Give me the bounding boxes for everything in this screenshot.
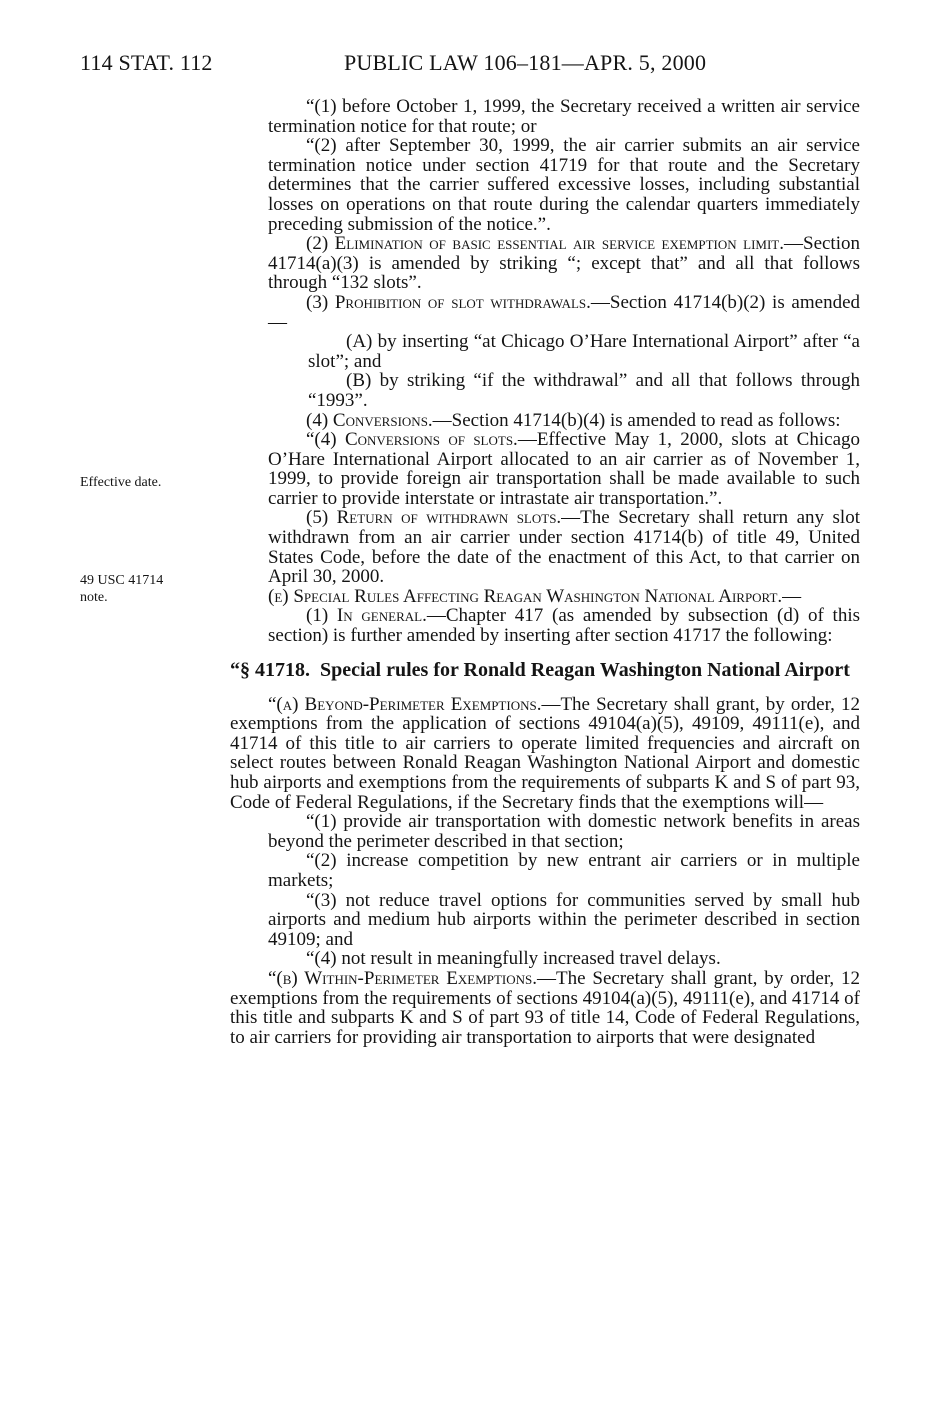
paragraph <box>230 606 860 645</box>
paragraph-heading: (e) Special Rules Affecting Reagan Washington National Airport. <box>268 585 783 607</box>
paragraph-heading: “(4) Conversions of slots. <box>306 429 518 451</box>
paragraph-text: —The Secretary shall grant, by order, 12 exemptions from the requirements of sections 49104(a)(5), 49111(e), and 41714 of this title and subparts K and S of part 93 of title 14, Code of Federal Regulations, to air carriers for providing air transportation to airports that were designated <box>230 967 860 1048</box>
page-reference: 114 STAT. 112 <box>80 50 213 75</box>
paragraph <box>230 430 860 508</box>
section-heading <box>230 660 860 681</box>
paragraph <box>230 234 860 293</box>
paragraph-text: —The Secretary shall grant, by order, 12 exemptions from the application of sections 49104(a)(5), 49109, 49111(e), and 41714 of this title to air carriers to operate limited frequencies and aircraft on select routes between Ronald Reagan Washington National Airport and domestic hub airports and exemptions from the requirements of subparts K and S of part 93, Code of Federal Regulations, if the Secretary finds that the exemptions will— <box>230 693 860 813</box>
paragraph-heading: “(a) Beyond-Perimeter Exemptions. <box>268 693 542 715</box>
paragraph-heading: “(b) Within-Perimeter Exemptions. <box>268 967 538 989</box>
paragraph: (A) by inserting “at Chicago O’Hare International Airport” after “a slot”; and <box>308 331 860 372</box>
paragraph-text: — <box>782 585 802 607</box>
paragraph <box>230 969 860 1047</box>
margin-note-usc-line1: 49 USC 41714 <box>80 573 164 588</box>
paragraph: “(2) after September 30, 1999, the air carrier submits an air service termination notice under section 41719 for that route and the Secretary determines that the carrier suffered excessive losses, including substantial losses on operations on that route during the calendar quarters immediately preceding submission of the notice.”. <box>268 135 860 235</box>
paragraph: “(3) not reduce travel options for communities served by small hub airports and medium hub airports within the perimeter described in section 49109; and <box>268 889 860 950</box>
paragraph-heading: (3) Prohibition of slot withdrawals. <box>306 291 591 313</box>
margin-note-usc-line2: note. <box>80 590 108 605</box>
paragraph-heading: (5) Return of withdrawn slots. <box>306 507 562 529</box>
margin-note-usc-reference <box>80 572 163 606</box>
paragraph-text: —Effective May 1, 2000, slots at Chicago O’Hare International Airport allocated to an air carrier as of November 1, 1999, to provide foreign air transportation shall be made available to such carrier to provide interstate or intrastate air transportation.”. <box>268 429 860 509</box>
paragraph <box>230 587 860 607</box>
paragraph-text: —The Secretary shall return any slot withdrawn from an air carrier under section 41714(b) of title 49, United States Code, before the date of the enactment of this Act, to that carrier on April 30, 2000. <box>268 507 860 588</box>
paragraph: “(1) provide air transportation with domestic network benefits in areas beyond the perimeter described in that section; <box>268 811 860 852</box>
paragraph: (B) by striking “if the withdrawal” and all that follows through “1993”. <box>308 370 860 411</box>
document-body <box>230 97 860 1047</box>
public-law-header: PUBLIC LAW 106–181—APR. 5, 2000 <box>344 50 707 75</box>
paragraph: “(4) not result in meaningfully increased travel delays. <box>306 948 721 970</box>
paragraph-heading: (1) In general. <box>306 605 427 627</box>
paragraph-text: —Section 41714(b)(4) is amended to read as follows: <box>432 409 841 431</box>
paragraph <box>230 508 860 586</box>
paragraph-heading: (2) Elimination of basic essential air service exemption limit. <box>306 233 784 255</box>
paragraph-text: —Section 41714(a)(3) is amended by striking “; except that” and all that follows through “132 slots”. <box>268 233 860 294</box>
paragraph <box>230 293 860 332</box>
paragraph <box>230 411 860 431</box>
section-title: Special rules for Ronald Reagan Washington National Airport <box>320 658 850 681</box>
paragraph-heading: (4) Conversions. <box>306 409 433 431</box>
paragraph-text: —Section 41714(b)(2) is amended— <box>268 291 860 333</box>
paragraph: “(1) before October 1, 1999, the Secretary received a written air service termination notice for that route; or <box>268 96 860 137</box>
margin-note-effective-date: Effective date. <box>80 475 162 490</box>
paragraph <box>230 695 860 813</box>
paragraph: “(2) increase competition by new entrant air carriers or in multiple markets; <box>268 850 860 891</box>
paragraph-text: —Chapter 417 (as amended by subsection (d) of this section) is further amended by inserting after section 41717 the following: <box>268 605 861 647</box>
section-number: “§ 41718. <box>230 658 310 681</box>
